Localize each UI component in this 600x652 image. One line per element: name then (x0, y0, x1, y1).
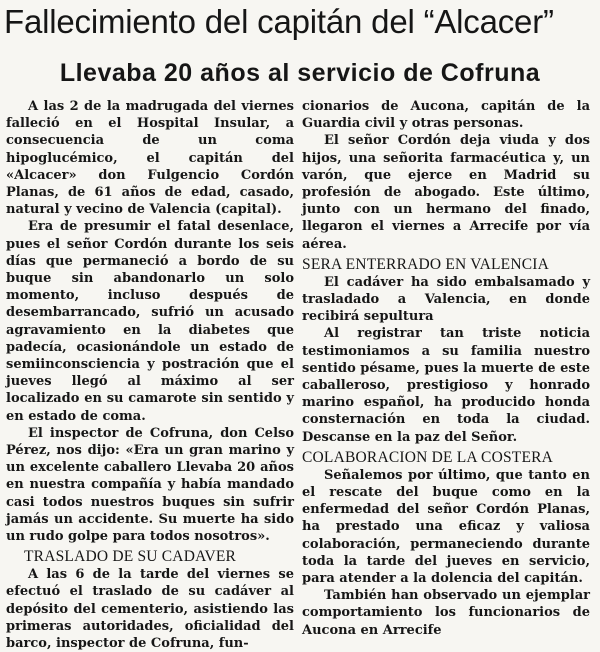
article-subheadline: Llevaba 20 años al servicio de Cofruna (59, 59, 541, 87)
section-title-traslado: TRASLADO DE SU CADAVER (24, 548, 237, 566)
paragraph: El cadáver ha sido embalsamado y trasladado a Valencia, en donde recibirá sepultura (302, 274, 590, 325)
paragraph: A las 2 de la madrugada del viernes falleció en el Hospital Insular, a consecuencia de un coma hipoglucémico, el capitán del «Alcacer» don Fulgencio Cordón Planas, de 61 años de edad, casado, natural y vecino de Valencia (capital). (6, 99, 294, 218)
right-column (302, 98, 590, 639)
paragraph: Señalemos por último, que tanto en el rescate del buque como en la enfermedad del señor Cordón Planas, ha prestado una eficaz y valiosa colaboración, permaneciendo durante toda la tarde del jueves en servicio, para atender a la dolencia del capitán. (302, 467, 590, 587)
section-title-enterrado: SERA ENTERRADO EN VALENCIA (302, 255, 550, 273)
paragraph: A las 6 de la tarde del viernes se efectuó el traslado de su cadáver al depósito del cementerio, asistiendo las primeras autoridades, oficialidad del barco, inspector de Cofruna, fun- (6, 567, 294, 652)
left-column (6, 98, 294, 652)
paragraph: El inspector de Cofruna, don Celso Pérez, nos dijo: «Era un gran marino y un excelente caballero Llevaba 20 años en nuestra compañía y había mandado casi todos nuestros buques sin sufrir jamás un accidente. Su muerte ha sido un rudo golpe para todos nosotros». (6, 425, 294, 545)
paragraph: También han observado un ejemplar comportamiento los funcionarios de Aucona en Arrecife (302, 588, 590, 638)
paragraph: Era de presumir el fatal desenlace, pues el señor Cordón durante los seis días que permaneció a bordo de su buque sin abandonarlo un solo momento, incluso después de desembarrancado, sufrió un acusado agravamiento en la diabetes que padecía, ocasionándole un estado de semiinconsciencia y postración que el jueves llegó al máximo al ser localizado en su camarote sin sentido y en estado de coma. (6, 219, 294, 424)
paragraph: El señor Cordón deja viuda y dos hijos, una señorita farmacéutica y, un varón, que ejerce en Madrid su profesión de abogado. Este último, junto con un hermano del finado, llegaron el viernes a Arrecife por vía aérea. (302, 133, 590, 252)
section-title-colaboracion: COLABORACION DE LA COSTERA (302, 448, 554, 466)
paragraph-continuation: cionarios de Aucona, capitán de la Guardia civil y otras personas. (302, 99, 590, 132)
article-headline: Fallecimiento del capitán del “Alcacer” (4, 3, 554, 40)
paragraph: Al registrar tan triste noticia testimoniamos a su familia nuestro sentido pésame, pues la muerte de este caballeroso, prestigioso y honrado marino español, ha producido honda consternación en toda la ciudad. Descanse en la paz del Señor. (302, 326, 590, 445)
